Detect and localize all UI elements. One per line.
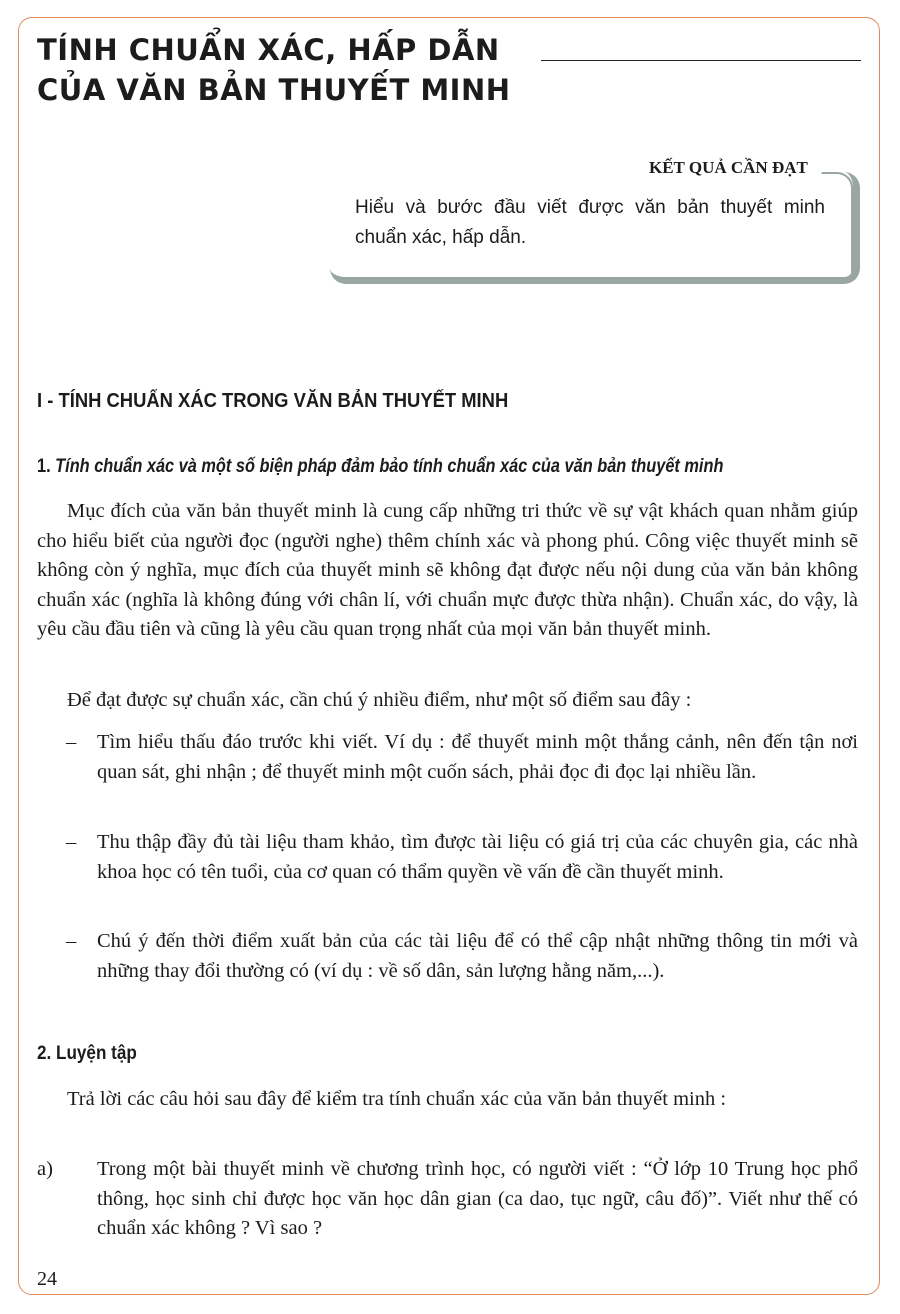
paragraph-1: Mục đích của văn bản thuyết minh là cung cấp những tri thức về sự vật khách quan nhằm giúp cho hiểu biết của người đọc (người nghe) thêm chính xác và phong phú. Công việc thuyết minh sẽ không còn ý nghĩa, mục đích của thuyết minh sẽ không đạt được nếu nội dung của văn bản không chuẩn xác (nghĩa là không đúng với chân lí, với chuẩn mực được thừa nhận). Chuẩn xác, do vậy, là yêu cầu đầu tiên và cũng là yêu cầu quan trọng nhất của mọi văn bản thuyết minh. — [37, 500, 858, 640]
goal-text: Hiểu và bước đầu viết được văn bản thuyết minh chuẩn xác, hấp dẫn. — [355, 197, 825, 248]
page-number: 24 — [37, 1268, 57, 1290]
bullet-text-3: Chú ý đến thời điểm xuất bản của các tài liệu để có thể cập nhật những thông tin mới và những thay đổi thường có (ví dụ : về số dân, sản lượng hằng năm,...). — [97, 930, 858, 982]
bullet-mark: – — [66, 930, 77, 952]
subheading-2-number: 2. — [37, 1043, 52, 1064]
title-line-2: CỦA VĂN BẢN THUYẾT MINH — [37, 73, 511, 107]
question-a-text: Trong một bài thuyết minh về chương trình học, có người viết : “Ở lớp 10 Trung học phổ thông, học sinh chỉ được học văn học dân gian (ca dao, tục ngữ, câu đố)”. Viết như thế có chuẩn xác không ? Vì sao ? — [97, 1158, 858, 1239]
question-a — [37, 1155, 858, 1244]
title-line-1: TÍNH CHUẨN XÁC, HẤP DẪN — [37, 33, 500, 67]
bullet-item-1 — [37, 728, 858, 787]
title-rule — [541, 60, 861, 61]
bullet-text-1: Tìm hiểu thấu đáo trước khi viết. Ví dụ : để thuyết minh một thắng cảnh, nên đến tận nơi quan sát, ghi nhận ; để thuyết minh một cuốn sách, phải đọc đi đọc lại nhiều lần. — [97, 731, 858, 783]
bullet-item-3 — [37, 927, 858, 986]
section-heading: I - TÍNH CHUẨN XÁC TRONG VĂN BẢN THUYẾT MINH — [37, 390, 509, 412]
bullet-mark: – — [66, 831, 77, 853]
subheading-1-title: Tính chuẩn xác và một số biện pháp đảm bảo tính chuẩn xác của văn bản thuyết minh — [55, 456, 724, 477]
goal-label: KẾT QUẢ CẦN ĐẠT — [649, 158, 808, 177]
paragraph-2: Để đạt được sự chuẩn xác, cần chú ý nhiều điểm, như một số điểm sau đây : — [67, 689, 692, 711]
bullet-item-2 — [37, 828, 858, 887]
subheading-2 — [37, 1043, 137, 1065]
paragraph-3: Trả lời các câu hỏi sau đây để kiểm tra tính chuẩn xác của văn bản thuyết minh : — [67, 1088, 727, 1110]
bullet-mark: – — [66, 731, 77, 753]
subheading-1-number: 1. — [37, 456, 51, 477]
subheading-1 — [37, 456, 723, 478]
lesson-title — [37, 30, 511, 110]
bullet-text-2: Thu thập đầy đủ tài liệu tham khảo, tìm được tài liệu có giá trị của các chuyên gia, các nhà khoa học có tên tuổi, của cơ quan có thẩm quyền về vấn đề cần thuyết minh. — [97, 831, 858, 883]
question-a-mark: a) — [37, 1158, 53, 1180]
subheading-2-title: Luyện tập — [56, 1043, 137, 1064]
